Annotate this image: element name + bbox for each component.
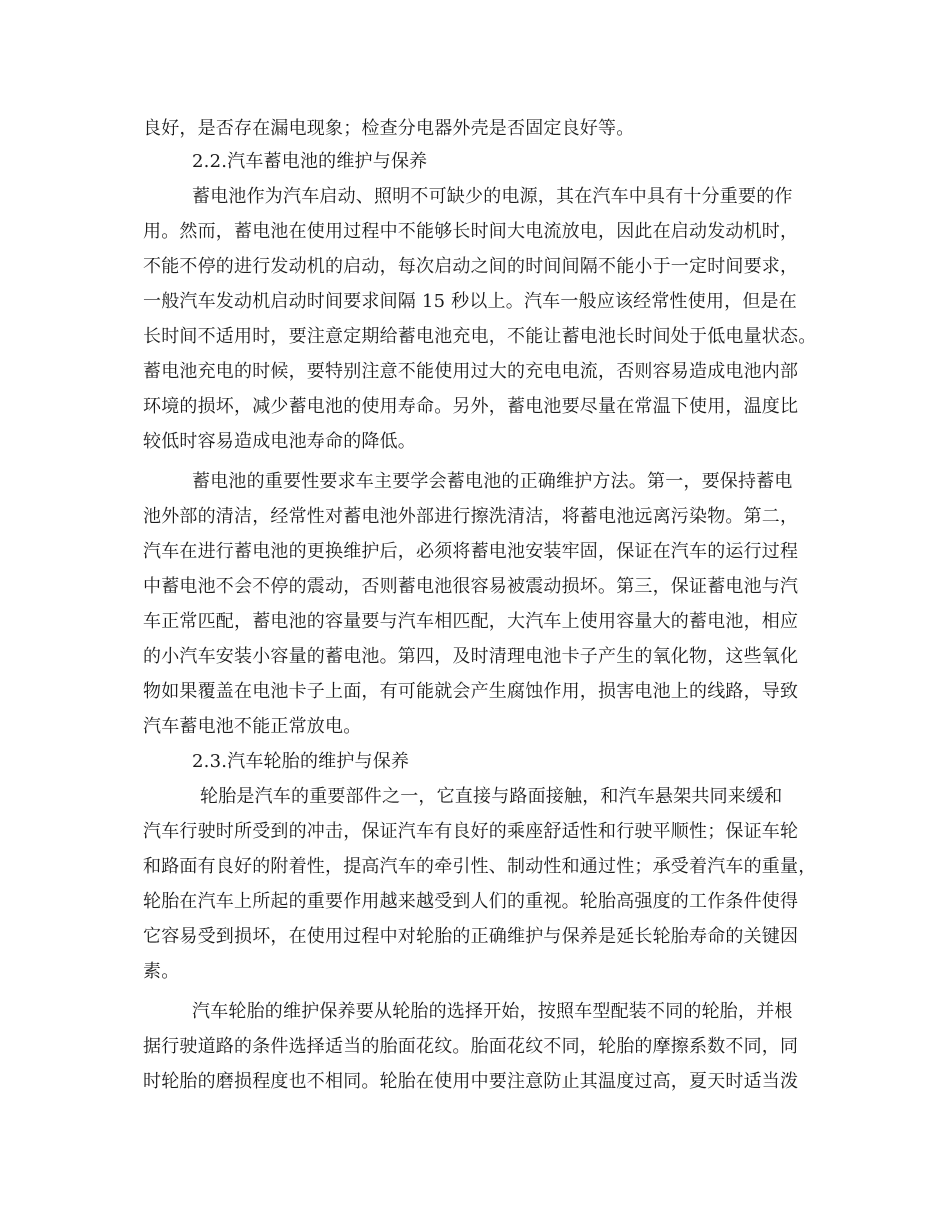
paragraph-line: 汽车行驶时所受到的冲击，保证汽车有良好的乘座舒适性和行驶平顺性；保证车轮 (143, 821, 799, 842)
paragraph-line: 物如果覆盖在电池卡子上面，有可能就会产生腐蚀作用，损害电池上的线路，导致 (143, 681, 799, 702)
paragraph-line: 据行驶道路的条件选择适当的胎面花纹。胎面花纹不同，轮胎的摩擦系数不同，同 (143, 1036, 799, 1057)
paragraph-line: 轮胎在汽车上所起的重要作用越来越受到人们的重视。轮胎高强度的工作条件使得 (143, 891, 799, 912)
paragraph-line: 素。 (143, 961, 180, 982)
paragraph-line: 长时间不适用时，要注意定期给蓄电池充电，不能让蓄电池长时间处于低电量状态。 (143, 326, 817, 347)
paragraph-line: 环境的损坏，减少蓄电池的使用寿命。另外，蓄电池要尽量在常温下使用，温度比 (143, 396, 799, 417)
paragraph-line: 蓄电池作为汽车启动、照明不可缺少的电源，其在汽车中具有十分重要的作 (192, 186, 793, 207)
paragraph-line: 汽车轮胎的维护保养要从轮胎的选择开始，按照车型配装不同的轮胎，并根 (192, 1001, 793, 1022)
section-heading-2-3: 2.3.汽车轮胎的维护与保养 (192, 751, 410, 772)
paragraph-line: 池外部的清洁，经常性对蓄电池外部进行擦洗清洁，将蓄电池远离污染物。第二， (143, 506, 799, 527)
paragraph-line: 轮胎是汽车的重要部件之一，它直接与路面接触，和汽车悬架共同来缓和 (200, 786, 783, 807)
paragraph-line: 车正常匹配，蓄电池的容量要与汽车相匹配，大汽车上使用容量大的蓄电池，相应 (143, 611, 799, 632)
paragraph-line: 时轮胎的磨损程度也不相同。轮胎在使用中要注意防止其温度过高，夏天时适当泼 (143, 1071, 799, 1092)
paragraph-line: 的小汽车安装小容量的蓄电池。第四，及时清理电池卡子产生的氧化物，这些氧化 (143, 646, 799, 667)
paragraph-line: 汽车在进行蓄电池的更换维护后，必须将蓄电池安装牢固，保证在汽车的运行过程 (143, 541, 799, 562)
paragraph-line: 中蓄电池不会不停的震动，否则蓄电池很容易被震动损坏。第三，保证蓄电池与汽 (143, 576, 799, 597)
paragraph-line: 不能不停的进行发动机的启动，每次启动之间的时间间隔不能小于一定时间要求， (143, 256, 799, 277)
paragraph-line: 它容易受到损坏，在使用过程中对轮胎的正确维护与保养是延长轮胎寿命的关键因 (143, 926, 799, 947)
paragraph-line: 较低时容易造成电池寿命的降低。 (143, 431, 416, 452)
section-heading-2-2: 2.2.汽车蓄电池的维护与保养 (192, 151, 428, 172)
paragraph-line: 一般汽车发动机启动时间要求间隔 15 秒以上。汽车一般应该经常性使用，但是在 (143, 291, 797, 312)
paragraph-line: 用。然而，蓄电池在使用过程中不能够长时间大电流放电，因此在启动发动机时， (143, 221, 799, 242)
paragraph-line: 和路面有良好的附着性，提高汽车的牵引性、制动性和通过性；承受着汽车的重量， (143, 856, 817, 877)
paragraph-line: 良好，是否存在漏电现象；检查分电器外壳是否固定良好等。 (143, 118, 635, 139)
paragraph-line: 蓄电池充电的时候，要特别注意不能使用过大的充电电流，否则容易造成电池内部 (143, 361, 799, 382)
paragraph-line: 蓄电池的重要性要求车主要学会蓄电池的正确维护方法。第一，要保持蓄电 (192, 471, 793, 492)
paragraph-line: 汽车蓄电池不能正常放电。 (143, 716, 362, 737)
